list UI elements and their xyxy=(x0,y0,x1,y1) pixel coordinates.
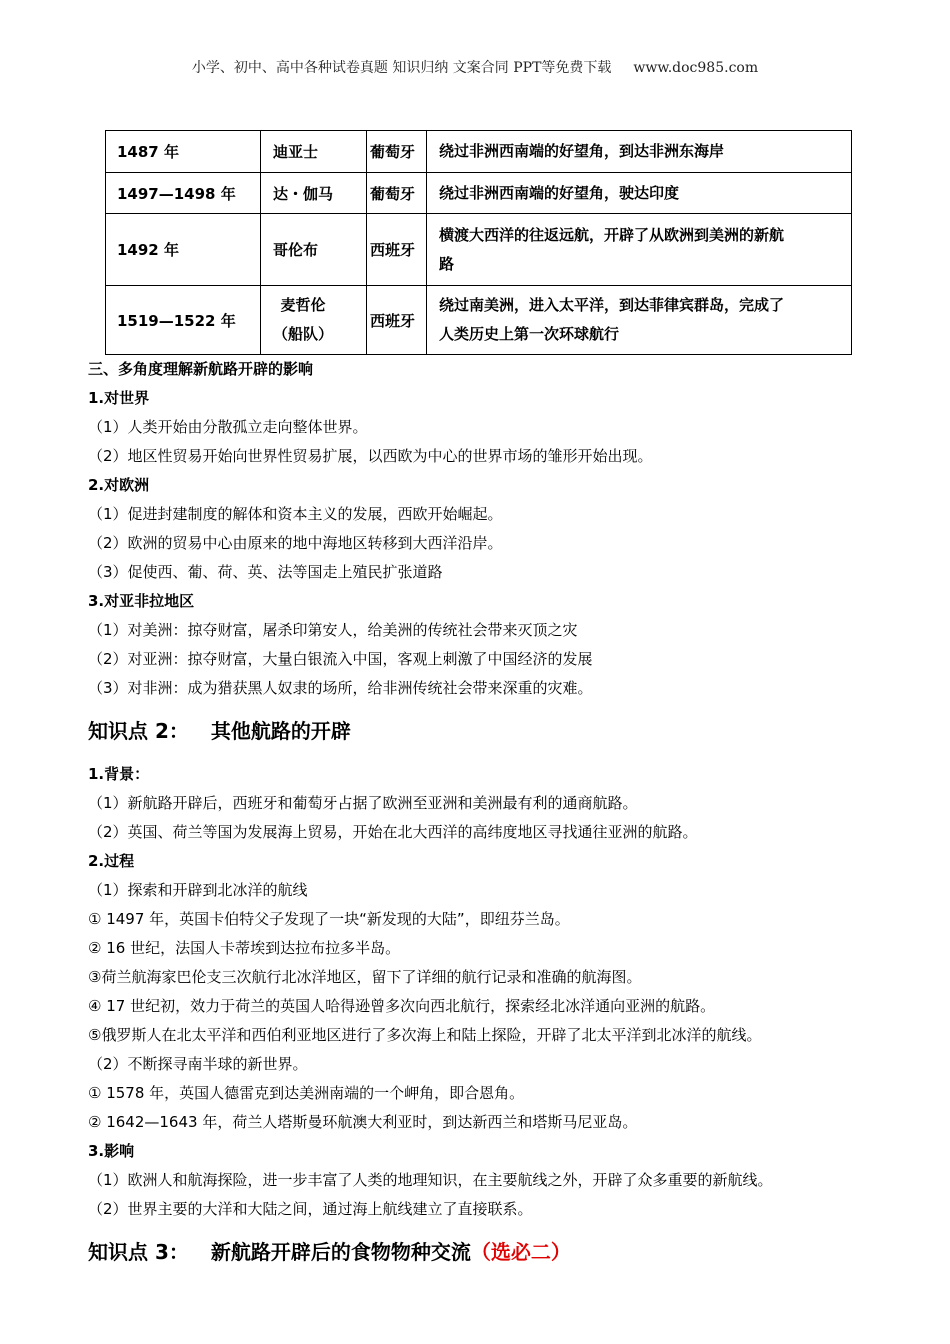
route-line-1: 绕过南美洲，进入太平洋，到达菲律宾群岛，完成了 xyxy=(439,296,785,314)
subsection-title: 2.过程 xyxy=(88,852,135,870)
cell-navigator: 哥伦布 xyxy=(261,214,367,286)
list-item: （2）英国、荷兰等国为发展海上贸易，开始在北大西洋的高纬度地区寻找通往亚洲的航路。 xyxy=(88,823,698,841)
subsection-title: 2.对欧洲 xyxy=(88,476,150,494)
cell-route xyxy=(427,214,852,286)
list-item: （2）欧洲的贸易中心由原来的地中海地区转移到大西洋沿岸。 xyxy=(88,534,503,552)
list-item: （3）促使西、葡、荷、英、法等国走上殖民扩张道路 xyxy=(88,563,443,581)
page-header xyxy=(0,57,950,77)
subsection-title: 1.对世界 xyxy=(88,389,150,407)
cell-navigator xyxy=(261,286,367,355)
section-title: 三、多角度理解新航路开辟的影响 xyxy=(88,360,314,378)
cell-navigator: 达・伽马 xyxy=(261,173,367,214)
navigator-line-2: （船队） xyxy=(273,325,334,343)
list-item: （2）地区性贸易开始向世界性贸易扩展，以西欧为中心的世界市场的雏形开始出现。 xyxy=(88,447,653,465)
list-item: （1）探索和开辟到北冰洋的航线 xyxy=(88,881,308,899)
list-item: ⑤俄罗斯人在北太平洋和西伯利亚地区进行了多次海上和陆上探险，开辟了北太平洋到北冰洋的航线。 xyxy=(88,1026,762,1044)
cell-route xyxy=(427,286,852,355)
list-item: （1）新航路开辟后，西班牙和葡萄牙占据了欧洲至亚洲和美洲最有利的通商航路。 xyxy=(88,794,638,812)
cell-year: 1492 年 xyxy=(106,214,261,286)
list-item: （1）促进封建制度的解体和资本主义的发展，西欧开始崛起。 xyxy=(88,505,503,523)
cell-year: 1497—1498 年 xyxy=(106,173,261,214)
table-row xyxy=(106,131,852,173)
list-item: （2）不断探寻南半球的新世界。 xyxy=(88,1055,308,1073)
list-item: ② 16 世纪，法国人卡蒂埃到达拉布拉多半岛。 xyxy=(88,939,401,957)
list-item: （3）对非洲：成为猎获黑人奴隶的场所，给非洲传统社会带来深重的灾难。 xyxy=(88,679,593,697)
list-item: （2）对亚洲：掠夺财富，大量白银流入中国，客观上刺激了中国经济的发展 xyxy=(88,650,593,668)
table-row xyxy=(106,214,852,286)
route-line-2: 人类历史上第一次环球航行 xyxy=(439,325,620,343)
list-item: ② 1642—1643 年，荷兰人塔斯曼环航澳大利亚时，到达新西兰和塔斯马尼亚岛。 xyxy=(88,1113,638,1131)
list-item: （2）世界主要的大洋和大陆之间，通过海上航线建立了直接联系。 xyxy=(88,1200,533,1218)
cell-country: 葡萄牙 xyxy=(367,131,427,173)
list-item: （1）对美洲：掠夺财富，屠杀印第安人，给美洲的传统社会带来灭顶之灾 xyxy=(88,621,578,639)
subsection-title: 3.影响 xyxy=(88,1142,135,1160)
kp-title: 新航路开辟后的食物物种交流 xyxy=(210,1240,471,1264)
list-item: ① 1497 年，英国卡伯特父子发现了一块“新发现的大陆”，即纽芬兰岛。 xyxy=(88,910,570,928)
header-url: www.doc985.com xyxy=(633,60,759,76)
kp-label: 知识点 3： xyxy=(88,1240,189,1264)
knowledge-point-heading xyxy=(88,703,888,760)
cell-year: 1519—1522 年 xyxy=(106,286,261,355)
cell-navigator: 迪亚士 xyxy=(261,131,367,173)
cell-route: 绕过非洲西南端的好望角，到达非洲东海岸 xyxy=(427,131,852,173)
list-item: ① 1578 年，英国人德雷克到达美洲南端的一个岬角，即合恩角。 xyxy=(88,1084,525,1102)
list-item: （1）人类开始由分散孤立走向整体世界。 xyxy=(88,418,368,436)
kp-title: 其他航路的开辟 xyxy=(210,719,351,743)
cell-country: 西班牙 xyxy=(367,214,427,286)
cell-country: 葡萄牙 xyxy=(367,173,427,214)
route-line-1: 横渡大西洋的往返远航，开辟了从欧洲到美洲的新航 xyxy=(439,225,785,244)
header-text: 小学、初中、高中各种试卷真题 知识归纳 文案合同 PPT等免费下载 xyxy=(191,60,612,76)
list-item: ③荷兰航海家巴伦支三次航行北冰洋地区，留下了详细的航行记录和准确的航海图。 xyxy=(88,968,642,986)
knowledge-point-heading xyxy=(88,1224,888,1281)
kp-label: 知识点 2： xyxy=(88,719,189,743)
navigator-line-1: 麦哲伦 xyxy=(280,296,326,314)
table-row xyxy=(106,173,852,214)
subsection-title: 1.背景： xyxy=(88,765,150,783)
kp-note: （选必二） xyxy=(470,1240,571,1264)
voyages-table xyxy=(105,130,852,355)
main-content xyxy=(88,355,888,1281)
cell-route: 绕过非洲西南端的好望角，驶达印度 xyxy=(427,173,852,214)
list-item: （1）欧洲人和航海探险，进一步丰富了人类的地理知识，在主要航线之外，开辟了众多重要的新航线。 xyxy=(88,1171,773,1189)
table-row xyxy=(106,286,852,355)
route-line-2: 路 xyxy=(439,254,455,273)
cell-year: 1487 年 xyxy=(106,131,261,173)
cell-country: 西班牙 xyxy=(367,286,427,355)
list-item: ④ 17 世纪初，效力于荷兰的英国人哈得逊曾多次向西北航行，探索经北冰洋通向亚洲的航路。 xyxy=(88,997,716,1015)
subsection-title: 3.对亚非拉地区 xyxy=(88,592,195,610)
